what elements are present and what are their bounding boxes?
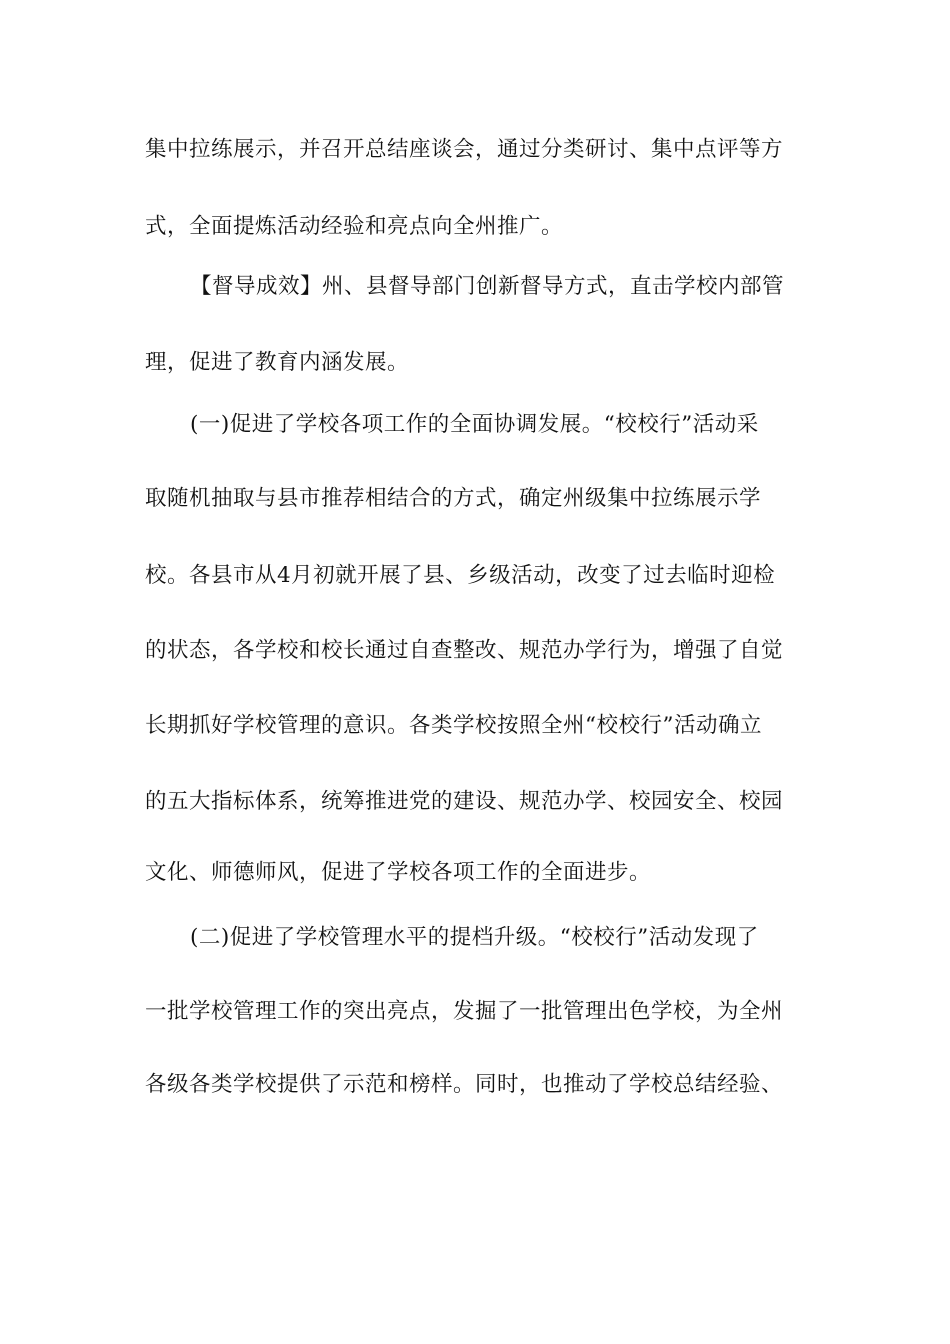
- text-line: 式，全面提炼活动经验和亮点向全州推广。: [145, 214, 564, 239]
- paragraph-heading-line: 【督导成效】州、县督导部门创新督导方式，直击学校内部管: [190, 274, 785, 299]
- text-line: 校。各县市从4月初就开展了县、乡级活动，改变了过去临时迎检: [145, 563, 776, 588]
- text-line: 的五大指标体系，统筹推进党的建设、规范办学、校园安全、校园: [145, 789, 784, 814]
- text-line: 文化、师德师风，促进了学校各项工作的全面进步。: [145, 860, 652, 885]
- text-line: (一)促进了学校各项工作的全面协调发展。“校校行”活动采: [190, 412, 759, 437]
- text-line: 取随机抽取与县市推荐相结合的方式，确定州级集中拉练展示学: [145, 486, 762, 511]
- text-line: (二)促进了学校管理水平的提档升级。“校校行”活动发现了: [190, 925, 759, 950]
- text-line: 各级各类学校提供了示范和榜样。同时，也推动了学校总结经验、: [145, 1072, 784, 1097]
- text-line: 一批学校管理工作的突出亮点，发掘了一批管理出色学校，为全州: [145, 999, 784, 1024]
- text-line: 的状态，各学校和校长通过自查整改、规范办学行为，增强了自觉: [145, 638, 784, 663]
- text-line: 理，促进了教育内涵发展。: [145, 350, 410, 375]
- text-line: 长期抓好学校管理的意识。各类学校按照全州“校校行”活动确立: [145, 713, 762, 738]
- text-line: 集中拉练展示，并召开总结座谈会，通过分类研讨、集中点评等方: [145, 137, 784, 162]
